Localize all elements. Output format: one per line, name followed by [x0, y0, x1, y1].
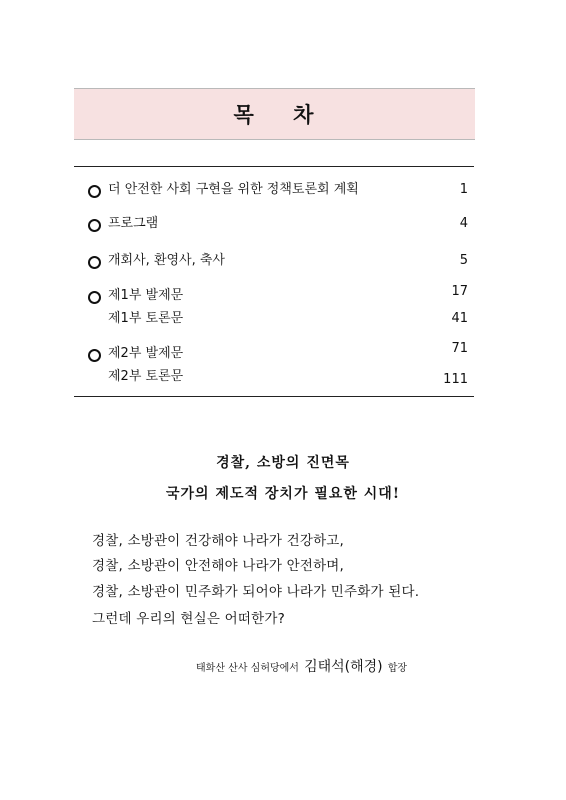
circle-bullet-icon [88, 349, 101, 362]
toc-item-page: 4 [459, 216, 468, 231]
signature-name: 김태석(해경) [304, 659, 383, 675]
toc-item-page: 111 [443, 372, 468, 387]
toc-item-label: 제2부 토론문 [108, 369, 184, 384]
toc-item-label: 프로그램 [108, 216, 159, 231]
toc-title: 목 차 [233, 103, 316, 127]
toc-item-label: 제1부 토론문 [108, 311, 184, 326]
toc-item-speeches[interactable] [74, 252, 474, 272]
motto-line-2: 국가의 제도적 장치가 필요한 시대! [166, 486, 400, 502]
toc-item-part2-discussion[interactable] [74, 368, 474, 388]
toc-item-label: 개회사, 환영사, 축사 [108, 253, 225, 268]
toc-item-part1-presentation[interactable] [74, 284, 474, 307]
toc-title-band [74, 88, 475, 140]
toc-item-page: 5 [459, 253, 468, 268]
toc-item-program[interactable] [74, 215, 474, 235]
paragraph-line: 그런데 우리의 현실은 어떠한가? [92, 611, 285, 627]
motto-line-1: 경찰, 소방의 진면목 [216, 455, 350, 471]
toc-item-part2-presentation[interactable] [74, 341, 474, 365]
toc-item-page: 71 [451, 341, 468, 356]
toc-item-label: 제2부 발제문 [108, 346, 184, 361]
paragraph-line: 경찰, 소방관이 건강해야 나라가 건강하고, [92, 533, 345, 549]
toc-item-part1-discussion[interactable] [74, 310, 474, 330]
paragraph-line: 경찰, 소방관이 민주화가 되어야 나라가 민주화가 된다. [92, 584, 420, 600]
circle-bullet-icon [88, 185, 101, 198]
table-of-contents [74, 166, 474, 397]
signature [196, 656, 407, 676]
toc-item-plan[interactable] [74, 181, 474, 201]
toc-item-page: 1 [459, 182, 468, 197]
toc-item-page: 41 [451, 311, 468, 326]
circle-bullet-icon [88, 291, 101, 304]
signature-suffix: 합장 [387, 663, 408, 674]
circle-bullet-icon [88, 256, 101, 269]
circle-bullet-icon [88, 219, 101, 232]
paragraph-line: 경찰, 소방관이 안전해야 나라가 안전하며, [92, 558, 345, 574]
signature-prefix: 태화산 산사 심허당에서 [196, 663, 299, 674]
toc-item-label: 제1부 발제문 [108, 288, 184, 303]
toc-item-label: 더 안전한 사회 구현을 위한 정책토론회 계획 [108, 182, 359, 197]
toc-item-page: 17 [451, 284, 468, 299]
